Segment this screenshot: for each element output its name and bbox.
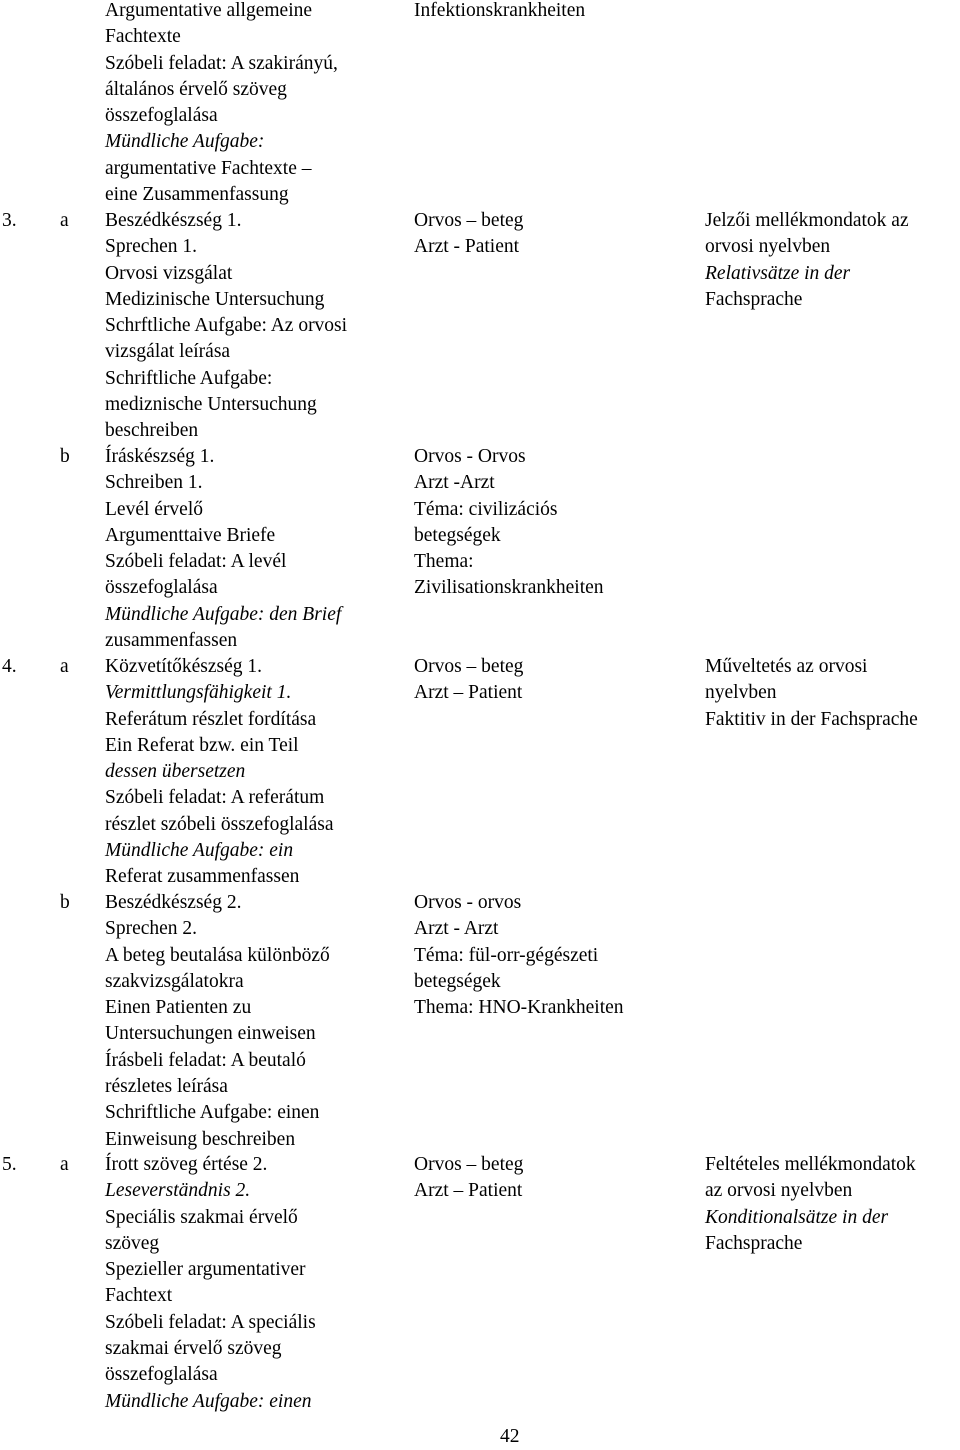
unit-letter: a	[60, 656, 69, 677]
unit-letter: b	[60, 892, 70, 913]
topic-cell: Közvetítőkészség 1. Vermittlungsfähigkeit 1. Referátum részlet fordítása Ein Referat bzw. ein Teil dessen übersetzen Szóbeli feladat: A referátum részlet szóbeli összefoglalása Mündliche Aufgabe: ein Referat zusammenfassen	[105, 656, 334, 888]
unit-letter: a	[60, 210, 69, 231]
unit-letter: b	[60, 446, 70, 467]
topic-cell: Íráskészség 1. Schreiben 1. Levél érvelő Argumenttaive Briefe Szóbeli feladat: A levél összefoglalása Mündliche Aufgabe: den Brief zusammenfassen	[105, 446, 342, 652]
unit-number: 5.	[2, 1154, 17, 1175]
situation-cell: Orvos – beteg Arzt - Patient	[414, 210, 524, 258]
grammar-cell: Jelzői mellékmondatok az orvosi nyelvben Relativsätze in der Fachsprache	[705, 210, 909, 310]
topic-cell: Beszédkészség 2. Sprechen 2. A beteg beutalása különböző szakvizsgálatokra Einen Patienten zu Untersuchungen einweisen Írásbeli feladat: A beutaló részletes leírása Schriftliche Aufgabe: einen Einweisung beschreiben	[105, 892, 330, 1150]
situation-cell: Orvos – beteg Arzt – Patient	[414, 656, 524, 704]
situation-cell: Infektionskrankheiten	[414, 0, 586, 21]
unit-number: 4.	[2, 656, 17, 677]
situation-cell: Orvos - Orvos Arzt -Arzt Téma: civilizációs betegségek Thema: Zivilisationskrankheiten	[414, 446, 604, 599]
situation-cell: Orvos – beteg Arzt – Patient	[414, 1154, 524, 1202]
situation-cell: Orvos - orvos Arzt - Arzt Téma: fül-orr-gégészeti betegségek Thema: HNO-Krankheiten	[414, 892, 624, 1019]
grammar-cell: Feltételes mellékmondatok az orvosi nyelvben Konditionalsätze in der Fachsprache	[705, 1154, 916, 1254]
topic-cell: Argumentative allgemeine Fachtexte Szóbeli feladat: A szakirányú, általános érvelő szöveg összefoglalása Mündliche Aufgabe: argumentative Fachtexte – eine Zusammenfassung	[105, 0, 338, 206]
grammar-cell: Műveltetés az orvosi nyelvben Faktitiv in der Fachsprache	[705, 656, 918, 730]
unit-number: 3.	[2, 210, 17, 231]
topic-cell: Beszédkészség 1. Sprechen 1. Orvosi vizsgálat Medizinische Untersuchung Schrftliche Aufgabe: Az orvosi vizsgálat leírása Schriftliche Aufgabe: mediznische Untersuchung beschreiben	[105, 210, 348, 442]
topic-cell: Írott szöveg értése 2. Leseverständnis 2. Speciális szakmai érvelő szöveg Spezieller argumentativer Fachtext Szóbeli feladat: A speciális szakmai érvelő szöveg összefoglalása Mündliche Aufgabe: einen	[105, 1154, 316, 1412]
page-number: 42	[500, 1426, 520, 1447]
unit-letter: a	[60, 1154, 69, 1175]
